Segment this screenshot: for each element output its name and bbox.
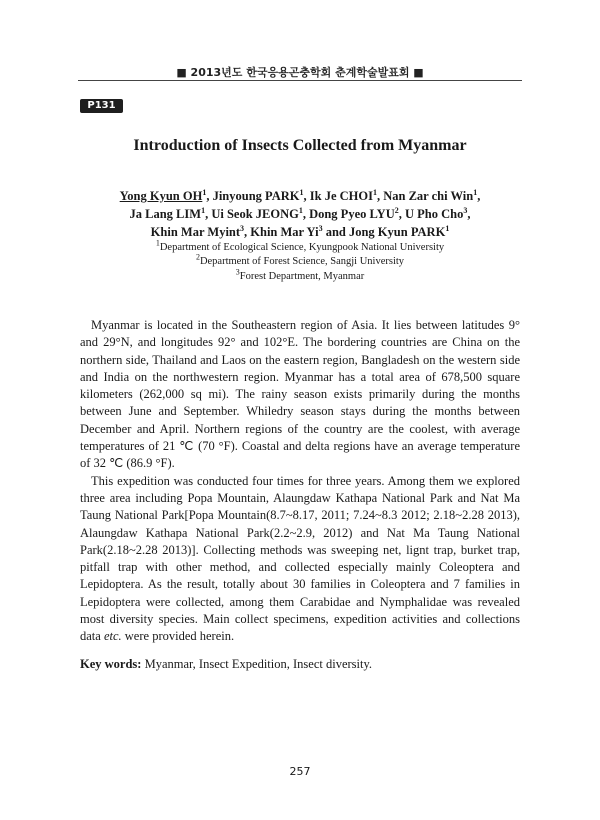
affiliation-mark: 3 <box>235 267 240 277</box>
author-affiliation-mark: 3 <box>318 223 323 233</box>
keywords-text: Myanmar, Insect Expedition, Insect diversity. <box>141 657 373 671</box>
keywords <box>80 656 520 673</box>
abstract-text: were provided herein. <box>121 629 235 644</box>
poster-id-badge: P131 <box>80 99 123 113</box>
author-name: Jinyoung PARK <box>212 189 300 203</box>
abstract-paragraph: Myanmar is located in the Southeastern region of Asia. It lies between latitudes 9° and 29°N, and longitudes 92° and 102°E. The bordering countries are China on the northern side, Thailand and Laos on the eastern region, Bangladesh on the western side and India on the northwestern region. Myanmar has a total area of 678,500 square kilometers (262,000 sq mi). The rainy season exists primarily during the months between June and September. Whiledry season stays during the months between December and April. Northern regions of the country are the coolest, with average temperatures of 21 ℃ (70 °F). Coastal and delta regions have an average temperature of 32 ℃ (86.9 °F). <box>80 318 520 471</box>
author-affiliation-mark: 3 <box>240 223 245 233</box>
author-separator: , <box>244 225 251 239</box>
abstract-text: This expedition was conducted four times for three years. Among them we explored three area including Popa Mountain, Alaungdaw Kathapa National Park and Nat Ma Taung National Park[Popa Mountain(8.7~8.17, 2011; 7.24~8.3 2012; 2.18~2.28 2013), Alaungdaw Kathapa National Park(2.2~2.9, 2012) and Nat Ma Taung National Park(2.18~2.28 2013)]. Collecting methods was sweeping net, lignt trap, burket trap, pitfall trap with other method, and collected especially mainly Coleoptera and Lepidoptera. As the result, totally about 30 families in Coleoptera and 7 families in Lepidoptera were collected, among them Carabidae and Nymphalidae was revealed most diversity species. Main collect specimens, expedition activities and collections data <box>80 473 520 644</box>
author-affiliation-mark: 1 <box>299 187 304 197</box>
author-name: Ja Lang LIM <box>129 207 202 221</box>
affiliation-line <box>80 252 520 269</box>
affiliation-text: Department of Forest Science, Sangji University <box>199 256 405 268</box>
affiliation-line <box>80 267 520 284</box>
author-separator: and <box>322 225 349 239</box>
abstract-body <box>80 317 520 646</box>
author-separator: , <box>376 189 384 203</box>
author-affiliation-mark: 1 <box>473 187 478 197</box>
author-affiliation-mark: 3 <box>463 205 468 215</box>
author-affiliation-mark: 1 <box>202 187 207 197</box>
author-name: Khin Mar Yi <box>250 225 319 239</box>
author-separator: , <box>398 207 405 221</box>
affiliation-text: Forest Department, Myanmar <box>239 270 365 282</box>
author-name: Jong Kyun PARK <box>348 225 446 239</box>
author-separator: , <box>303 189 310 203</box>
author-separator: , <box>302 207 310 221</box>
author-separator: , <box>467 207 471 221</box>
abstract-paragraph <box>80 473 520 646</box>
affiliation-text: Department of Ecological Science, Kyungpook National University <box>159 242 445 253</box>
author-separator: , <box>205 207 212 221</box>
affiliation-list <box>80 238 520 284</box>
author-name: U Pho Cho <box>405 207 464 221</box>
conference-header: ■ 2013년도 한국응용곤충학회 춘계학술발표회 ■ <box>176 66 424 79</box>
abstract-italic-text: etc. <box>103 629 122 644</box>
author-name: Khin Mar Myint <box>150 225 241 239</box>
author-name: Yong Kyun OH <box>119 189 203 203</box>
author-separator: , <box>477 189 481 203</box>
affiliation-mark: 2 <box>195 252 200 262</box>
author-name: Ui Seok JEONG <box>211 207 299 221</box>
header-rule <box>78 80 522 81</box>
author-affiliation-mark: 2 <box>394 205 399 215</box>
affiliation-mark: 1 <box>155 238 160 248</box>
author-name: Ik Je CHOI <box>309 189 373 203</box>
paper-title: Introduction of Insects Collected from Myanmar <box>133 137 467 154</box>
author-separator: , <box>206 189 213 203</box>
page-number: 257 <box>289 765 311 778</box>
author-name: Nan Zar chi Win <box>383 189 474 203</box>
affiliation-line <box>80 238 520 255</box>
author-name: Dong Pyeo LYU <box>309 207 395 221</box>
author-affiliation-mark: 1 <box>445 223 450 233</box>
author-affiliation-mark: 1 <box>298 205 303 215</box>
author-list <box>80 187 520 241</box>
keywords-label: Key words: <box>80 657 142 671</box>
author-affiliation-mark: 1 <box>201 205 206 215</box>
author-affiliation-mark: 1 <box>372 187 377 197</box>
